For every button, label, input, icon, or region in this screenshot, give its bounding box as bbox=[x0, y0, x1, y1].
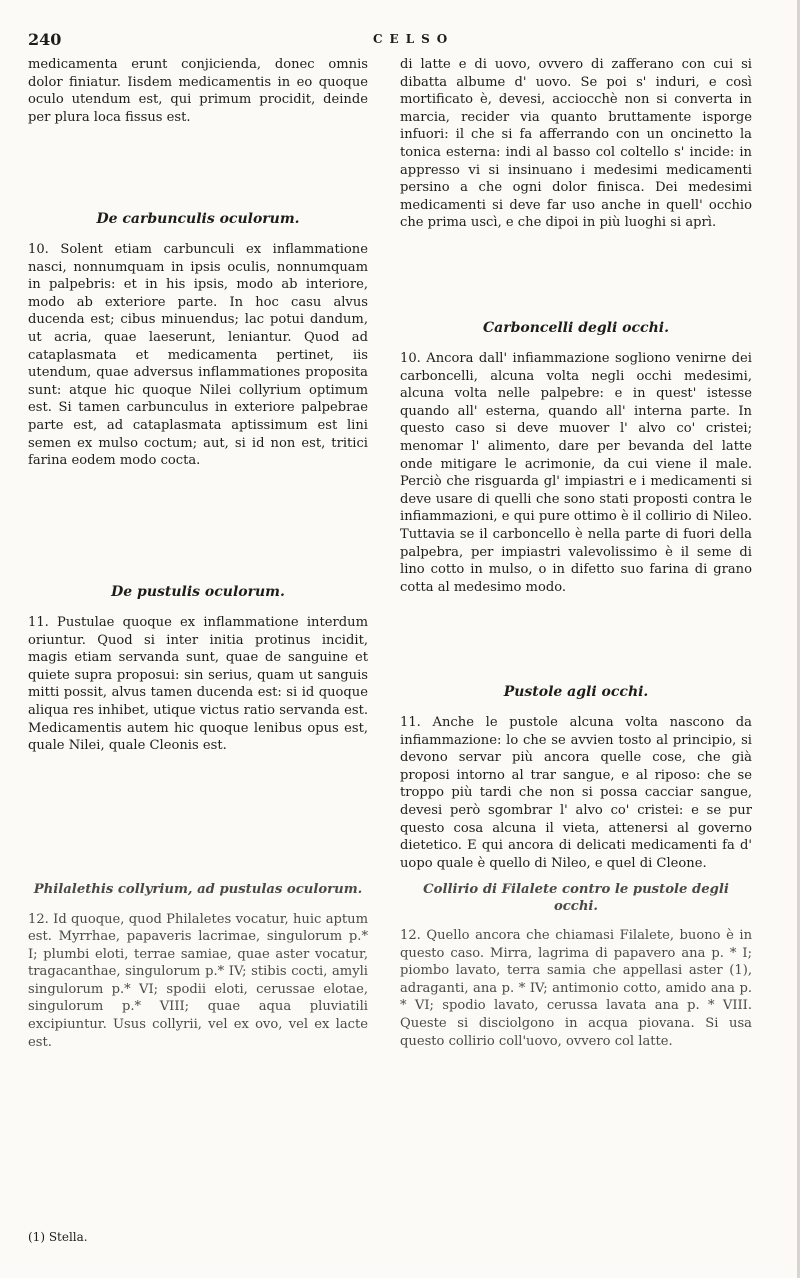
latin-heading-philalethis: Philalethis collyrium, ad pustulas oculorum. bbox=[33, 882, 363, 897]
italian-heading-collirio: Collirio di Filalete contro le pustole degli occhi. bbox=[423, 882, 729, 914]
latin-heading-pustulis: De pustulis oculorum. bbox=[111, 584, 285, 600]
italian-section-carboncelli bbox=[400, 320, 752, 596]
footnote: (1) Stella. bbox=[28, 1230, 88, 1244]
italian-intro-paragraph: di latte e di uovo, ovvero di zafferano con cui si dibatta albume d' uovo. Se poi s' induri, e così mortificato è, devesi, acciocchè non si converta in marcia, recider via quanto bruttamente isporge infuori: il che si fa afferrando con un oncinetto la tonica esterna: indi al basso col coltello s' incide: in appresso vi si insinuano i medesimi medicamenti persino a che ogni dolor finisca. Dei medesimi medicamenti si deve far uso anche in quell' occhio che prima uscì, e che dipoi in più luoghi si aprì. bbox=[400, 57, 752, 231]
book-page bbox=[28, 30, 768, 1050]
latin-paragraph-10: 10. Solent etiam carbunculi ex inflammatione nasci, nonnumquam in ipsis oculis, nonnumquam in palpebris: et in his ipsis, modo ab interiore, modo ab exteriore parte. In hoc casu alvus ducenda est; cibus minuendus; lac potui dandum, ut acria, quae laeserunt, leniantur. Quod ad cataplasmata et medicamenta pertinet, iis utendum, quae adversus inflammationes proposita sunt: atque hic quoque Nilei collyrium optimum est. Si tamen carbunculus in exteriore palpebrae parte est, ad cataplasmata aptissimum est lini semen ex mulso coctum; aut, si id non est, tritici farina eodem modo cocta. bbox=[28, 242, 368, 469]
latin-heading-carbunculis: De carbunculis oculorum. bbox=[96, 211, 300, 227]
italian-paragraph-10: 10. Ancora dall' infiammazione sogliono venirne dei carboncelli, alcuna volta negli occhi medesimi, alcuna volta nelle palpebre: e in quest' istesse quando all' esterna, quando all' interna parte. In questo caso si deve muover l' alvo co' cristei; menomar l' alimento, dare per bevanda del latte onde mitigare le acrimonie, da cui viene il male. Perciò che risguarda gl' impiastri e i medicamenti si deve usare di quelli che sono stati proposti contra le infiammazioni, e qui pure ottimo è il collirio di Nileo. Tuttavia se il carboncello è nella parte di fuori della palpebra, per impiastri valevolissimo è il seme di lino cotto in mulso, o in difetto suo farina di grano cotta al medesimo modo. bbox=[400, 351, 752, 595]
latin-paragraph-12: 12. Id quoque, quod Philaletes vocatur, huic aptum est. Myrrhae, papaveris lacrimae, singulorum p.* I; plumbi eloti, terrae samiae, quae aster vocatur, tragacanthae, singulorum p.* IV; stibis cocti, amyli singulorum p.* VI; spodii eloti, cerussae elotae, singulorum p.* VIII; quae aqua pluviatili excipiuntur. Usus collyrii, vel ex ovo, vel ex lacte est. bbox=[28, 911, 368, 1050]
italian-intro-block bbox=[400, 56, 752, 232]
italian-section-collirio bbox=[400, 882, 752, 1050]
latin-section-philalethis bbox=[28, 882, 368, 1051]
running-title: CELSO bbox=[373, 32, 455, 46]
page-number: 240 bbox=[28, 30, 62, 49]
latin-paragraph-11: 11. Pustulae quoque ex inflammatione interdum oriuntur. Quod si inter initia protinus incidit, magis etiam servanda sunt, quae de sanguine et quiete supra proposui: sin serius, quam ut sanguis mitti possit, alvus tamen ducenda est: si id quoque aliqua res inhibet, utique victus ratio servanda est. Medicamentis autem hic quoque lenibus opus est, quale Nilei, quale Cleonis est. bbox=[28, 615, 368, 754]
italian-paragraph-12: 12. Quello ancora che chiamasi Filalete, buono è in questo caso. Mirra, lagrima di papavero ana p. * I; piombo lavato, terra samia che appellasi aster (1), adraganti, ana p. * IV; antimonio cotto, amido ana p. * VI; spodio lavato, cerussa lavata ana p. * VIII. Queste si disciolgono in acqua piovana. Si usa questo collirio coll'uovo, ovvero col latte. bbox=[400, 928, 752, 1049]
page-header bbox=[28, 30, 768, 56]
italian-paragraph-11: 11. Anche le pustole alcuna volta nascono da infiammazione: lo che se avvien tosto al principio, si devono servar più ancora quelle cose, che già proposi intorno al trar sangue, e al riposo: che se troppo più tardi che non si possa cacciar sangue, devesi però sgombrar l' alvo co' cristei: e se pur questo cosa alcuna il vieta, attenersi al governo dietetico. E qui ancora di delicati medicamenti fa d' uopo quale è quello di Nileo, e quel di Cleone. bbox=[400, 715, 752, 871]
italian-section-pustole bbox=[400, 684, 752, 872]
italian-heading-carboncelli: Carboncelli degli occhi. bbox=[483, 320, 669, 336]
latin-intro-block bbox=[28, 56, 368, 126]
italian-heading-pustole: Pustole agli occhi. bbox=[503, 684, 649, 700]
latin-section-carbunculis bbox=[28, 211, 368, 470]
latin-intro-paragraph: medicamenta erunt conjicienda, donec omnis dolor finiatur. Iisdem medicamentis in eo quoque oculo utendum est, qui primum procidit, deinde per plura loca fissus est. bbox=[28, 57, 368, 125]
latin-section-pustulis bbox=[28, 584, 368, 755]
